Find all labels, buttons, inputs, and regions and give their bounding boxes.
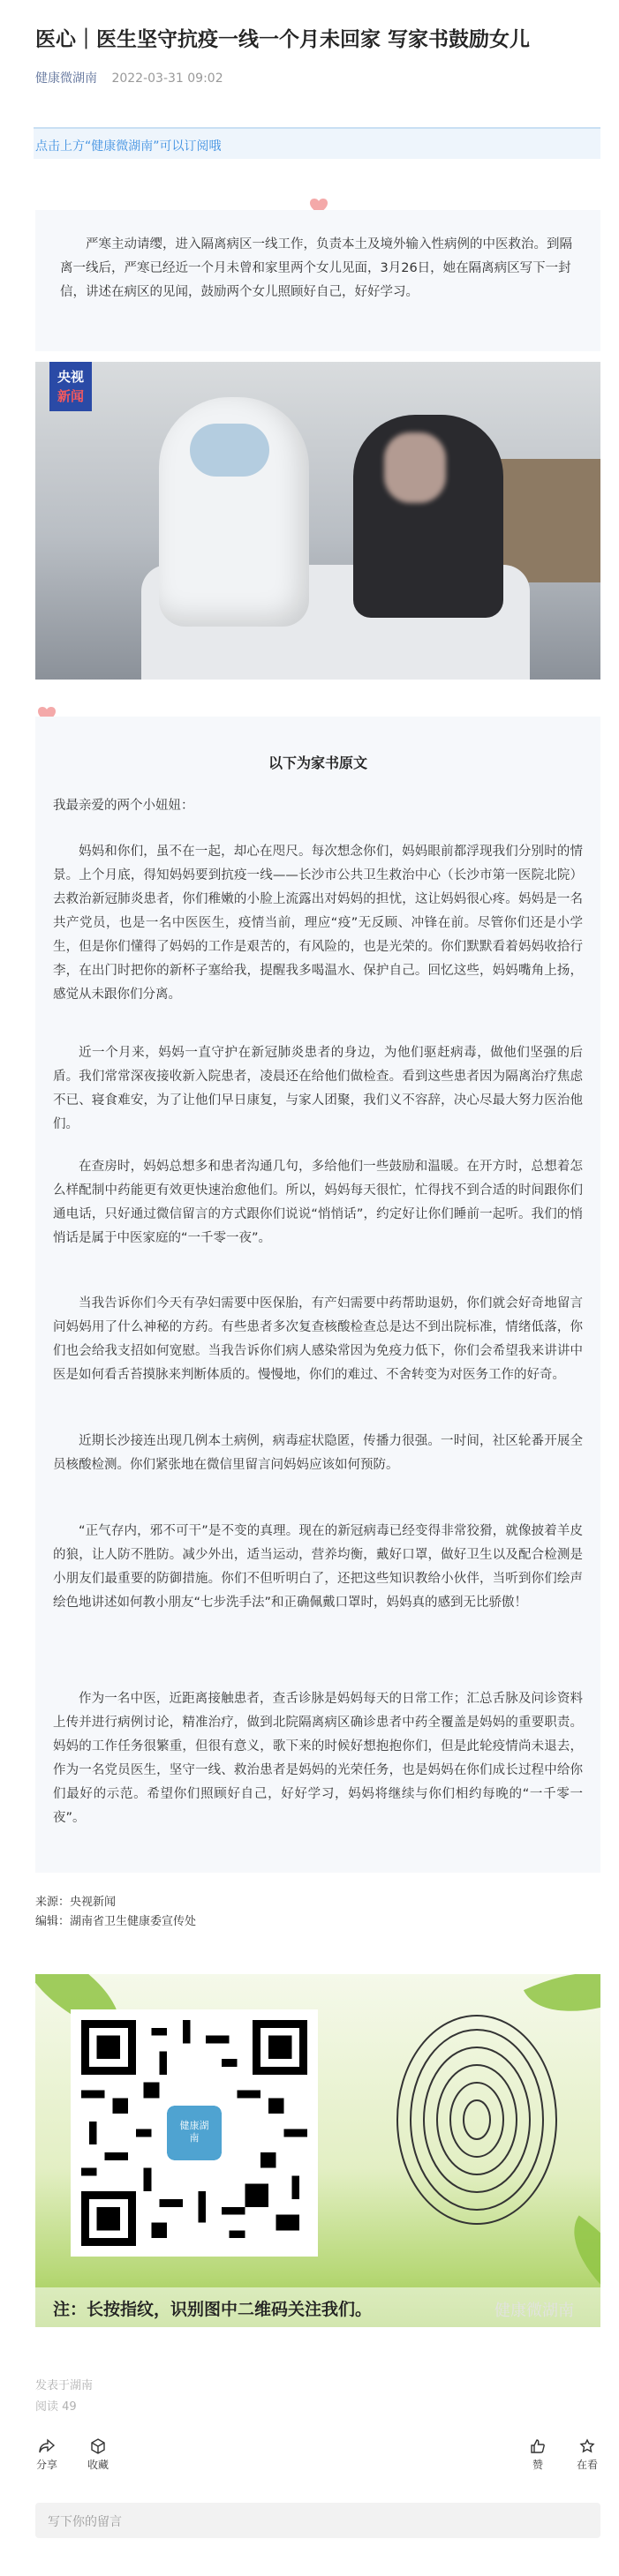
- letter-greeting: 我最亲爱的两个小妞妞：: [53, 799, 194, 813]
- action-bar: [0, 2437, 619, 2482]
- letter-paragraph: “正气存内，邪不可干”是不变的真理。现在的新冠病毒已经变得非常狡猾，就像披着羊皮的狼，让人防不胜防。减少外出，适当运动，营养均衡，戴好口罩，做好卫生以及配合检测是小朋友们最重要的防御措施。你们不但听明白了，还把这些知识教给小伙伴，当听到你们绘声绘色地讲述如何教小朋友“七步洗手法”和正确佩戴口罩时，妈妈真的感到无比骄傲！: [53, 1524, 583, 1610]
- letter-paragraph: 妈妈和你们，虽不在一起，却心在咫尺。每次想念你们，妈妈眼前都浮现我们分别时的情景。上个月底，得知妈妈要到抗疫一线——长沙市公共卫生救治中心（长沙市第一医院北院）去救治新冠肺炎患者，你们稚嫩的小脸上流露出对妈妈的担忧，这让妈妈很心疼。妈妈是一名共产党员，也是一名中医医生，疫情当前，理应“疫”无反顾、冲锋在前。尽管你们还是小学生，但是你们懂得了妈妈的工作是艰苦的，有风险的，也是光荣的。你们默默看着妈妈收拾行李，在出门时把你的新杯子塞给我，提醒我多喝温水、保护自己。回忆这些，妈妈嘴角上扬，感觉从未跟你们分离。: [53, 845, 583, 1002]
- share-icon: [38, 2437, 56, 2455]
- follow-poster[interactable]: [35, 1974, 600, 2327]
- watching-icon: [578, 2437, 596, 2455]
- watching-label: 在看: [576, 2459, 598, 2471]
- follow-prompt: 点击上方“健康微湖南”可以订阅哦: [35, 139, 222, 154]
- poster-note: 注：长按指纹，识别图中二维码关注我们。: [53, 2300, 373, 2319]
- qr-center-text: 健康湖南: [179, 2120, 209, 2144]
- intro-text: 严寒主动请缨，进入隔离病区一线工作，负责本土及境外输入性病例的中医救治。到隔离一线后，严寒已经近一个月未曾和家里两个女儿见面，3月26日，她在隔离病区写下一封信，讲述在病区的见闻，鼓励两个女儿照顾好自己，好好学习。: [60, 237, 572, 299]
- watching-button[interactable]: [565, 2437, 609, 2472]
- poster-watermark: 健康微湖南: [494, 2302, 574, 2320]
- share-button[interactable]: [25, 2437, 69, 2472]
- photo-blurred-face: [384, 432, 446, 503]
- article-meta: [35, 69, 223, 86]
- photo-visor: [190, 424, 269, 477]
- source-label: 来源：央视新闻: [35, 1896, 117, 1909]
- share-label: 分享: [35, 2459, 57, 2471]
- letter-paragraph: 近期长沙接连出现几例本土病例，病毒症状隐匿，传播力很强。一时间，社区轮番开展全员核酸检测。你们紧张地在微信里留言问妈妈应该如何预防。: [53, 1434, 583, 1472]
- follow-banner[interactable]: [34, 127, 600, 159]
- letter-paragraph: 近一个月来，妈妈一直守护在新冠肺炎患者的身边，为他们驱赶病毒，做他们坚强的后盾。我们常常深夜接收新入院患者，凌晨还在给他们做检查。看到这些患者因为隔离治疗焦虑不已、寝食难安，为了让他们早日康复，与家人团聚，我们义不容辞，决心尽最大努力医治他们。: [53, 1046, 583, 1131]
- cctv-news-logo: [49, 362, 92, 411]
- article-title: 医心｜医生坚守抗疫一线一个月未回家 写家书鼓励女儿: [35, 28, 531, 51]
- news-photo[interactable]: [35, 362, 600, 680]
- favorite-label: 收藏: [87, 2459, 109, 2471]
- published-location: 发表于湖南: [35, 2379, 94, 2392]
- letter-paragraph: 当我告诉你们今天有孕妇需要中医保胎，有产妇需要中药帮助退奶，你们就会好奇地留言问妈妈用了什么神秘的方药。有些患者多次复查核酸检查总是达不到出院标准，情绪低落，你们也会给我支招如何宽慰。当我告诉你们病人感染常因为免疫力低下，你们会希望我来讲讲中医是如何看舌苔摸脉来判断体质的。慢慢地，你们的难过、不舍转变为对医务工作的好奇。: [53, 1296, 583, 1382]
- photo-cabinet: [494, 459, 600, 582]
- letter-subtitle: 以下为家书原文: [268, 755, 367, 771]
- favorite-button[interactable]: [76, 2437, 120, 2472]
- letter-paragraph: 在查房时，妈妈总想多和患者沟通几句，多给他们一些鼓励和温暖。在开方时，总想着怎么样配制中药能更有效更快速治愈他们。所以，妈妈每天很忙，忙得找不到合适的时间跟你们通电话，只好通过微信留言的方式跟你们说说“悄悄话”，约定好让你们睡前一起听。我们的悄悄话是属于中医家庭的“一千零一夜”。: [53, 1160, 583, 1245]
- logo-line-1: 央视: [57, 369, 84, 385]
- like-button[interactable]: [516, 2437, 560, 2472]
- editor-label: 编辑：湖南省卫生健康委宣传处: [35, 1915, 197, 1928]
- fingerprint-icon[interactable]: [389, 2009, 565, 2230]
- letter-paragraph: 作为一名中医，近距离接触患者，查舌诊脉是妈妈每天的日常工作；汇总舌脉及问诊资料上传并进行病例讨论，精准治疗，做到北院隔离病区确诊患者中药全覆盖是妈妈的重要职责。妈妈的工作任务很繁重，但很有意义，歌下来的时候好想抱抱你们，但是此轮疫情尚未退去，作为一名党员医生，坚守一线、救治患者是妈妈的光荣任务，也是妈妈在你们成长过程中给你们最好的示范。希望你们照顾好自己，好好学习，妈妈将继续与你们相约每晚的“一千零一夜”。: [53, 1692, 583, 1825]
- comment-placeholder: 写下你的留言: [48, 2515, 122, 2529]
- like-label: 赞: [532, 2459, 543, 2471]
- publish-time: 2022-03-31 09:02: [111, 71, 223, 86]
- read-count: 阅读 49: [35, 2400, 77, 2414]
- intro-card: [35, 210, 600, 351]
- comment-input[interactable]: [35, 2503, 600, 2538]
- thumbs-up-icon: [529, 2437, 547, 2455]
- favorite-icon: [89, 2437, 107, 2455]
- letter-card: [35, 717, 600, 1873]
- account-name-link[interactable]: 健康微湖南: [35, 71, 97, 86]
- logo-line-2: 新闻: [57, 388, 84, 404]
- poster-note-bar: [35, 2287, 600, 2327]
